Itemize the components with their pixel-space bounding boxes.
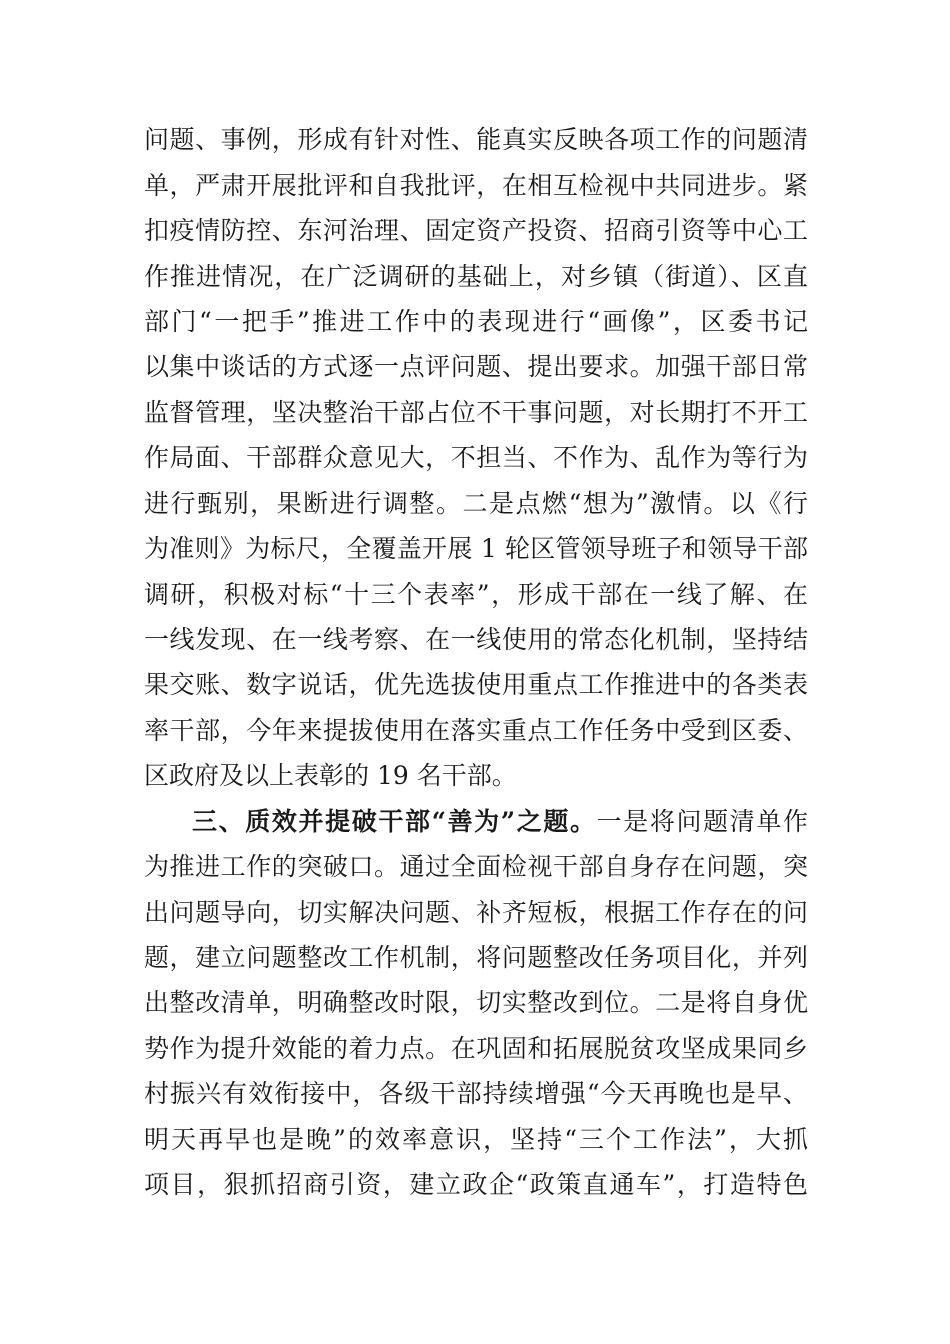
paragraph-line: 作推进情况，在广泛调研的基础上，对乡镇（街道）、区直 bbox=[144, 262, 808, 291]
paragraph-line: 单，严肃开展批评和自我批评，在相互检视中共同进步。紧 bbox=[144, 171, 808, 200]
paragraph-line: 为推进工作的突破口。通过全面检视干部自身存在问题，突 bbox=[144, 852, 808, 881]
paragraph-line: 为准则》为标尺，全覆盖开展 1 轮区管领导班子和领导干部 bbox=[144, 534, 808, 563]
paragraph-line: 扣疫情防控、东河治理、固定资产投资、招商引资等中心工 bbox=[144, 216, 808, 245]
paragraph-line: 作局面、干部群众意见大，不担当、不作为、乱作为等行为 bbox=[144, 443, 808, 472]
paragraph-line: 出整改清单，明确整改时限，切实整改到位。二是将自身优 bbox=[144, 988, 808, 1017]
paragraph-line: 问题、事例，形成有针对性、能真实反映各项工作的问题清 bbox=[144, 125, 808, 154]
paragraph-line: 一线发现、在一线考察、在一线使用的常态化机制，坚持结 bbox=[144, 625, 808, 654]
paragraph-line: 势作为提升效能的着力点。在巩固和拓展脱贫攻坚成果同乡 bbox=[144, 1034, 808, 1063]
paragraph-line: 果交账、数字说话，优先选拔使用重点工作推进中的各类表 bbox=[144, 670, 808, 699]
paragraph-line: 项目，狠抓招商引资，建立政企“政策直通车”，打造特色 bbox=[144, 1170, 808, 1199]
paragraph-line: 率干部，今年来提拔使用在落实重点工作任务中受到区委、 bbox=[144, 716, 808, 745]
paragraph-line: 明天再早也是晚”的效率意识，坚持“三个工作法”，大抓 bbox=[144, 1125, 808, 1154]
paragraph-line: 调研，积极对标“十三个表率”，形成干部在一线了解、在 bbox=[144, 580, 808, 609]
paragraph-line: 题，建立问题整改工作机制，将问题整改任务项目化，并列 bbox=[144, 943, 808, 972]
paragraph-line: 区政府及以上表彰的 19 名干部。 bbox=[144, 761, 517, 790]
section-heading: 三、质效并提破干部“善为”之题。 bbox=[192, 807, 597, 836]
paragraph-line: 监督管理，坚决整治干部占位不干事问题，对长期打不开工 bbox=[144, 398, 808, 427]
section-heading-line bbox=[192, 807, 808, 837]
paragraph-line: 以集中谈话的方式逐一点评问题、提出要求。加强干部日常 bbox=[144, 352, 808, 381]
paragraph-line: 出问题导向，切实解决问题、补齐短板，根据工作存在的问 bbox=[144, 898, 808, 927]
heading-line-text: 一是将问题清单作 bbox=[596, 807, 808, 836]
paragraph-line: 进行甄别，果断进行调整。二是点燃“想为”激情。以《行 bbox=[144, 489, 808, 518]
paragraph-line: 部门“一把手”推进工作中的表现进行“画像”，区委书记 bbox=[144, 307, 808, 336]
paragraph-line: 村振兴有效衔接中，各级干部持续增强“今天再晚也是早、 bbox=[144, 1079, 808, 1108]
